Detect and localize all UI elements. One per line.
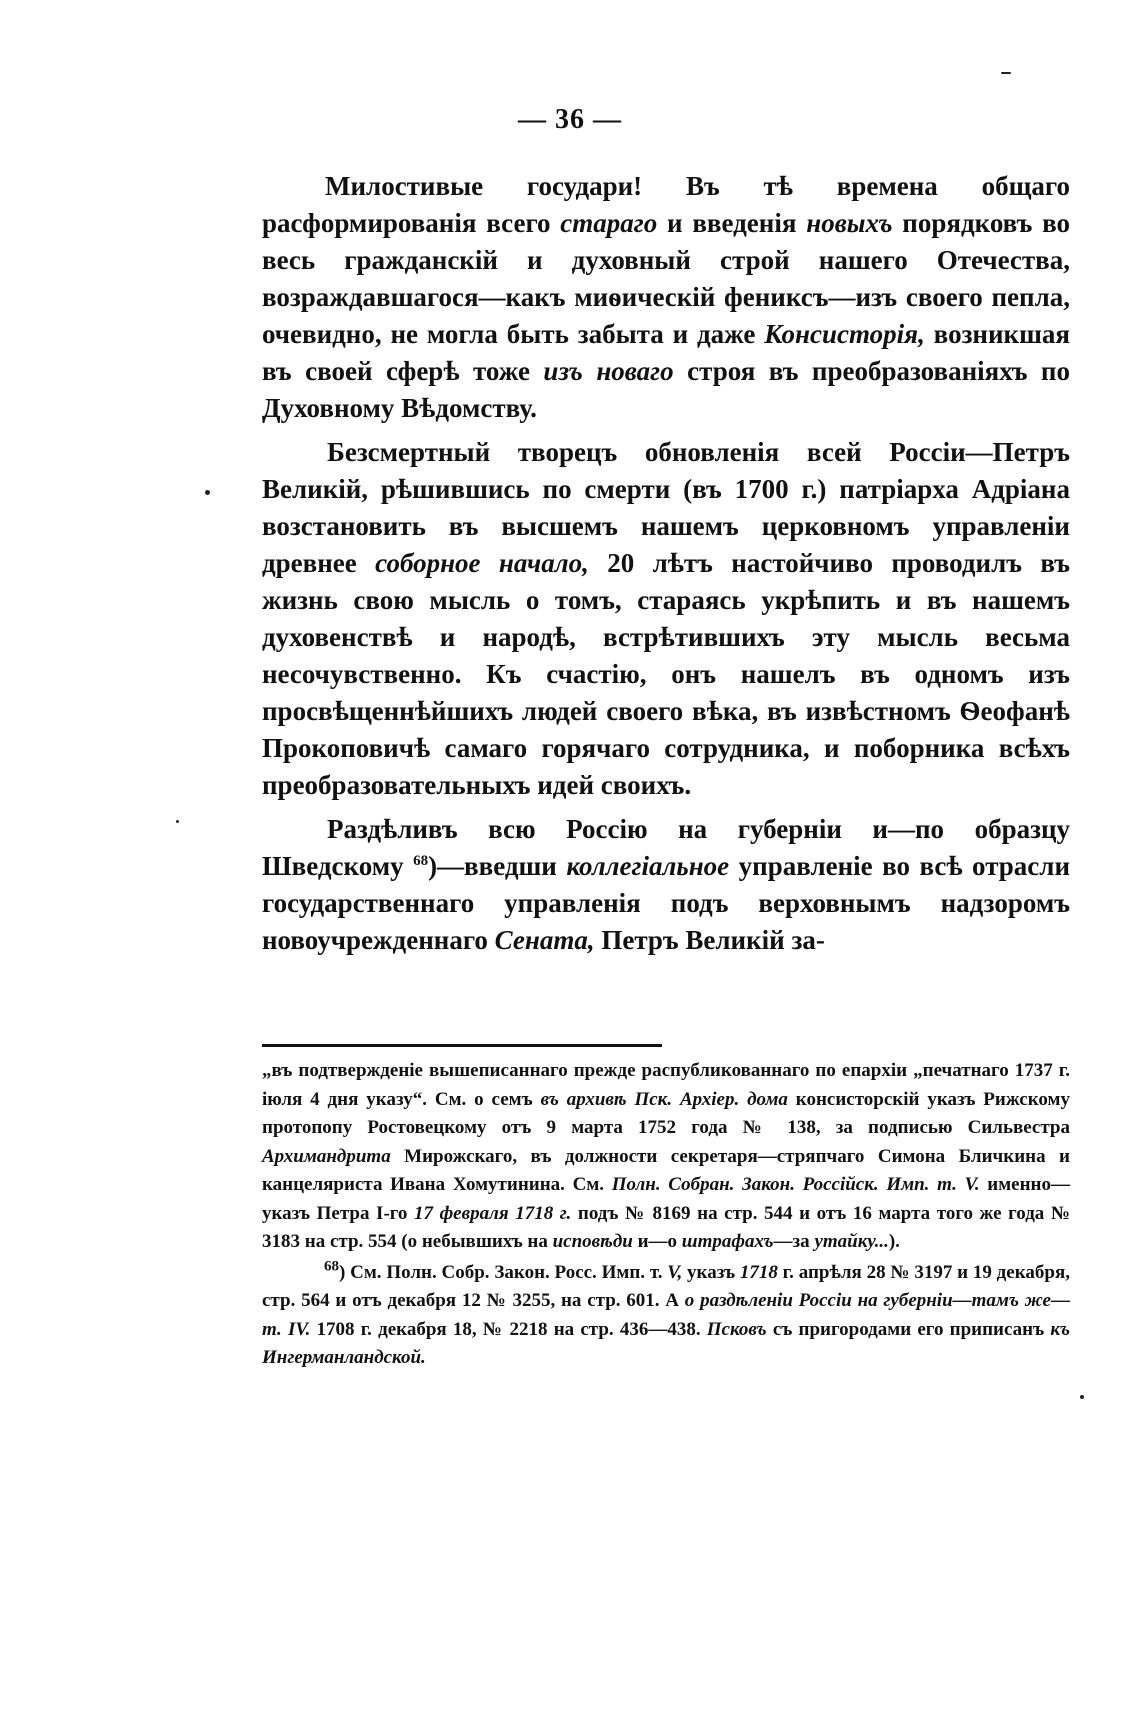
footnote-ref-68: 68 bbox=[413, 853, 429, 869]
page-number: — 36 — bbox=[518, 104, 622, 135]
footnote-marker: 68 bbox=[324, 1258, 339, 1275]
paragraph-3: Раздѣливъ всю Россію на губерніи и—по образцу Шведскому $^{68}$)—введши коллегіальное управленіе во всѣ отрасли государственнаго управленія подъ верховнымъ надзоромъ новоучрежденнаго Сената, Петръ Великій за- bbox=[262, 814, 1070, 955]
footnote-continued: „въ подтвержденіе вышеписаннаго прежде распубликованнаго по епархіи „печатнаго 1737 г. іюля 4 дня указу“. См. о семъ въ архивѣ Пск. Архіер. дома консисторскій указъ Рижскому протопопу Ростовецкому отъ 9 марта 1752 года № 138, за подписью Сильвестра Архимандрита Мирожскаго, въ должности секретаря—стряпчаго Симона Бличкина и канцеляриста Ивана Хомутинина. См. Полн. Собран. Закон. Россійск. Имп. т. V. именно—указъ Петра I-го 17 февраля 1718 г. подъ № 8169 на стр. 544 и отъ 16 марта того же года № 3183 на стр. 554 (о небывшихъ на исповѣди и—о штрафахъ—за утайку...). bbox=[262, 1060, 1070, 1252]
scan-speck bbox=[205, 490, 210, 495]
scan-speck bbox=[176, 820, 179, 823]
paragraph-1: Милостивые государи! Въ тѣ времена общаго расформированія всего стараго и введенія новыхъ порядковъ во весь гражданскій и духовный строй нашего Отечества, возраждавшагося—какъ миѳическій фениксъ—изъ своего пепла, очевидно, не могла быть забыта и даже Консисторія, возникшая въ своей сферѣ тоже изъ новаго строя въ преобразованіяхъ по Духовному Вѣдомству. bbox=[262, 171, 1070, 423]
footnote-68: $^{68}$) См. Полн. Собр. Закон. Росс. Имп. т. V, указъ 1718 г. апрѣля 28 № 3197 и 19 декабря, стр. 564 и отъ декабря 12 № 3255, на стр. 601. А о раздѣленіи Россіи на губерніи—тамъ же—т. IV. 1708 г. декабря 18, № 2218 на стр. 436—438. Псковъ съ пригородами его приписанъ къ Ингерманландской. bbox=[262, 1258, 1071, 1368]
footnote-divider bbox=[262, 1044, 662, 1047]
footnotes bbox=[262, 1057, 1070, 1373]
scan-speck bbox=[1001, 72, 1011, 74]
main-text bbox=[262, 168, 1070, 966]
scan-speck bbox=[1080, 1395, 1084, 1399]
paragraph-2: Безсмертный творецъ обновленія всей Россіи—Петръ Великій, рѣшившись по смерти (въ 1700 г.) патріарха Адріана возстановить въ высшемъ нашемъ церковномъ управленіи древнее соборное начало, 20 лѣтъ настойчиво проводилъ въ жизнь свою мысль о томъ, стараясь укрѣпить и въ нашемъ духовенствѣ и народѣ, встрѣтившихъ эту мысль весьма несочувственно. Къ счастію, онъ нашелъ въ одномъ изъ просвѣщеннѣйшихъ людей своего вѣка, въ извѣстномъ Ѳеофанѣ Прокоповичѣ самаго горячаго сотрудника, и поборника всѣхъ преобразовательныхъ идей своихъ. bbox=[262, 437, 1070, 800]
